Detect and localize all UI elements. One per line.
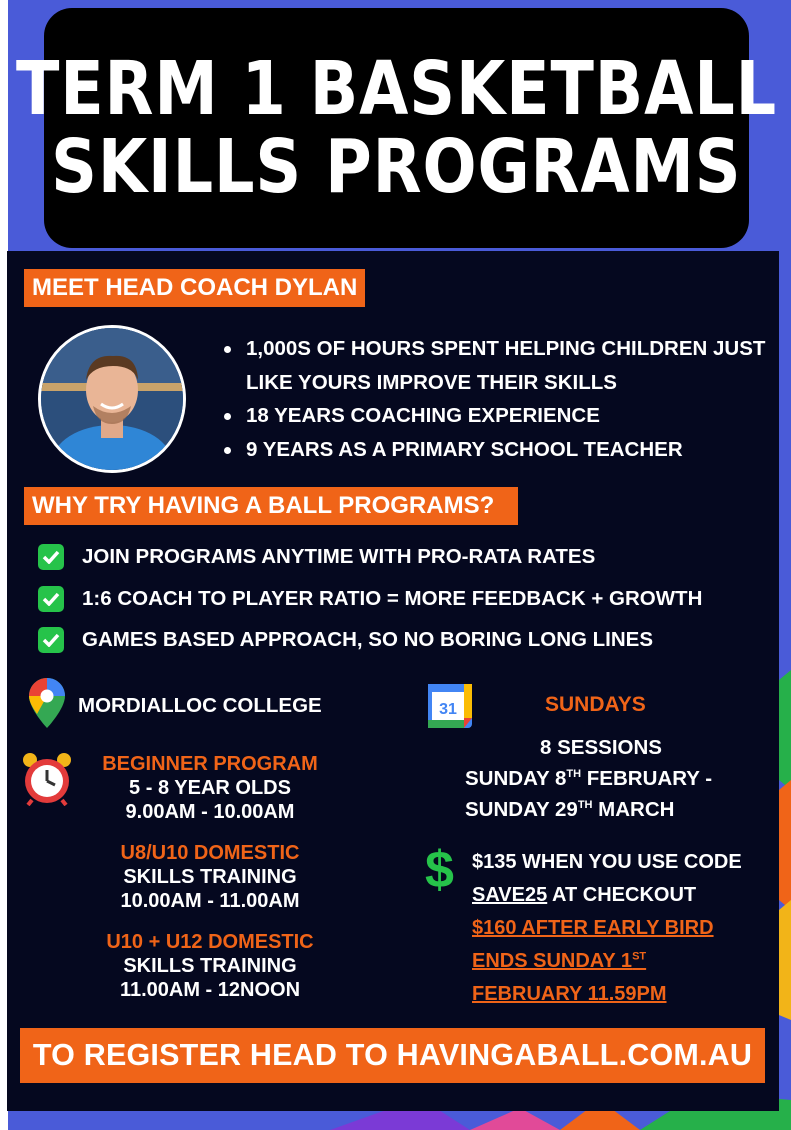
register-banner[interactable]: TO REGISTER HEAD TO HAVINGABALL.COM.AU — [20, 1028, 765, 1083]
coach-bullets — [224, 332, 769, 466]
program-block — [80, 752, 340, 824]
map-pin-icon — [29, 678, 65, 728]
pricing-line: FEBRUARY 11.59PM — [472, 983, 667, 1005]
check-icon — [38, 544, 64, 570]
program-time: 10.00AM - 11.00AM — [120, 890, 300, 912]
program-block — [80, 841, 340, 913]
pricing-block — [472, 846, 772, 1011]
schedule-day: SUNDAYS — [545, 693, 646, 716]
pricing-code-line: SAVE25 AT CHECKOUT — [472, 884, 697, 906]
title-banner — [15, 8, 778, 248]
schedule-start: SUNDAY 8TH FEBRUARY - — [465, 767, 713, 790]
check-icon — [38, 586, 64, 612]
program-time: 11.00AM - 12NOON — [119, 979, 301, 1001]
why-item: 1:6 COACH TO PLAYER RATIO = MORE FEEDBACK + GROWTH — [38, 586, 702, 612]
why-heading: WHY TRY HAVING A BALL PROGRAMS? — [24, 487, 518, 525]
calendar-icon — [428, 684, 472, 728]
location-name: MORDIALLOC COLLEGE — [78, 694, 322, 717]
svg-text:31: 31 — [439, 701, 457, 718]
title-line-1: TERM 1 BASKETBALL — [15, 46, 778, 132]
pricing-line: $135 WHEN YOU USE CODE — [472, 851, 742, 873]
program-detail: 5 - 8 YEAR OLDS — [129, 777, 291, 799]
schedule-end: SUNDAY 29TH MARCH — [465, 798, 675, 821]
alarm-clock-icon — [20, 752, 74, 806]
program-time: 9.00AM - 10.00AM — [125, 801, 295, 823]
pricing-line: ENDS SUNDAY 1ST — [472, 950, 647, 972]
program-detail: SKILLS TRAINING — [123, 866, 297, 888]
coach-bullet: 9 YEARS AS A PRIMARY SCHOOL TEACHER — [224, 433, 769, 467]
check-icon — [38, 627, 64, 653]
coach-bullet: 1,000S OF HOURS SPENT HELPING CHILDREN JUST LIKE YOURS IMPROVE THEIR SKILLS — [224, 332, 769, 399]
why-item: GAMES BASED APPROACH, SO NO BORING LONG LINES — [38, 627, 653, 653]
title-line-2: SKILLS PROGRAMS — [51, 124, 742, 210]
program-name: U8/U10 DOMESTIC — [120, 842, 300, 864]
program-block — [80, 930, 340, 1002]
pricing-line: $160 AFTER EARLY BIRD — [472, 917, 714, 939]
schedule-sessions: 8 SESSIONS — [540, 736, 662, 759]
dollar-icon: $ — [425, 841, 454, 899]
program-name: BEGINNER PROGRAM — [102, 753, 318, 775]
program-name: U10 + U12 DOMESTIC — [106, 931, 314, 953]
coach-avatar — [38, 325, 186, 473]
program-detail: SKILLS TRAINING — [123, 955, 297, 977]
why-item: JOIN PROGRAMS ANYTIME WITH PRO-RATA RATES — [38, 544, 595, 570]
coach-bullet: 18 YEARS COACHING EXPERIENCE — [224, 399, 769, 433]
coach-heading: MEET HEAD COACH DYLAN — [24, 269, 365, 307]
